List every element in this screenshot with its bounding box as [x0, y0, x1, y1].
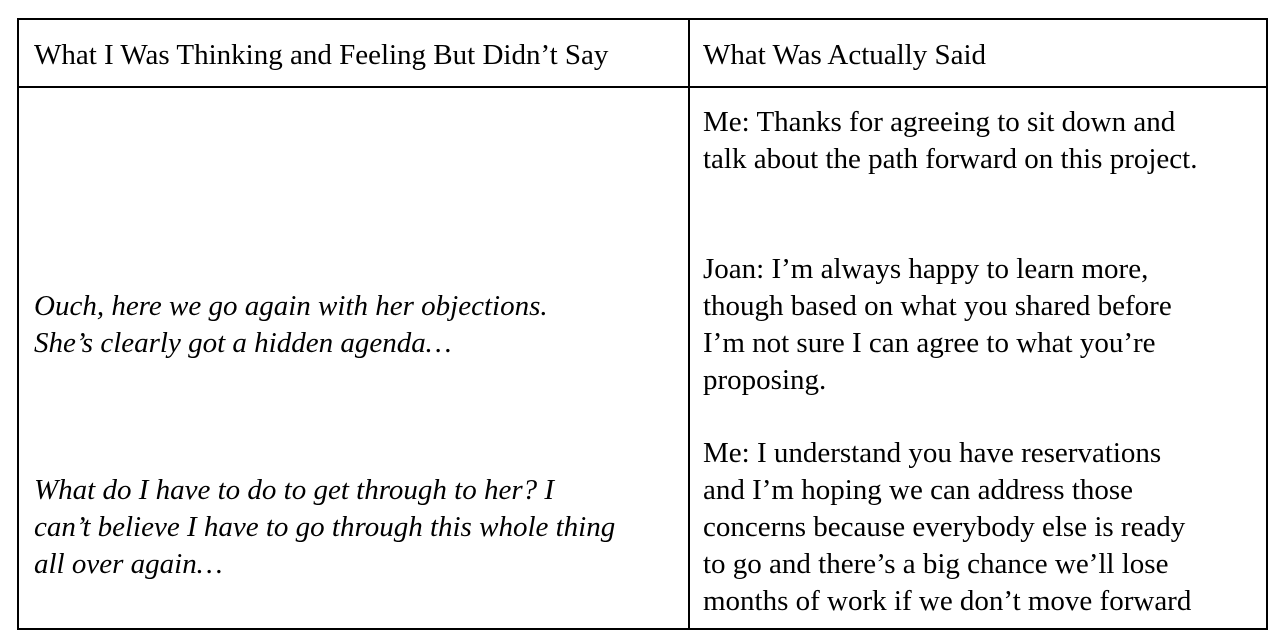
said-row-3: Me: I understand you have reservations and I’m hoping we can address those concerns because everybody else is ready to go and there’s a big chance we’ll lose months of work if we don’t move forward [703, 437, 1192, 617]
column-divider [688, 20, 690, 628]
said-row-1: Me: Thanks for agreeing to sit down and talk about the path forward on this project. [703, 106, 1198, 175]
said-row-2: Joan: I’m always happy to learn more, though based on what you shared before I’m not sure I can agree to what you’re proposing. [703, 253, 1172, 396]
thinking-row-2: Ouch, here we go again with her objections. She’s clearly got a hidden agenda… [34, 290, 548, 359]
header-said: What Was Actually Said [703, 39, 987, 71]
header-thinking: What I Was Thinking and Feeling But Didn’t Say [34, 39, 609, 71]
dialogue-table [17, 18, 1268, 630]
header-divider [19, 86, 1266, 88]
thinking-row-3: What do I have to do to get through to her? I can’t believe I have to go through this whole thing all over again… [34, 474, 616, 580]
